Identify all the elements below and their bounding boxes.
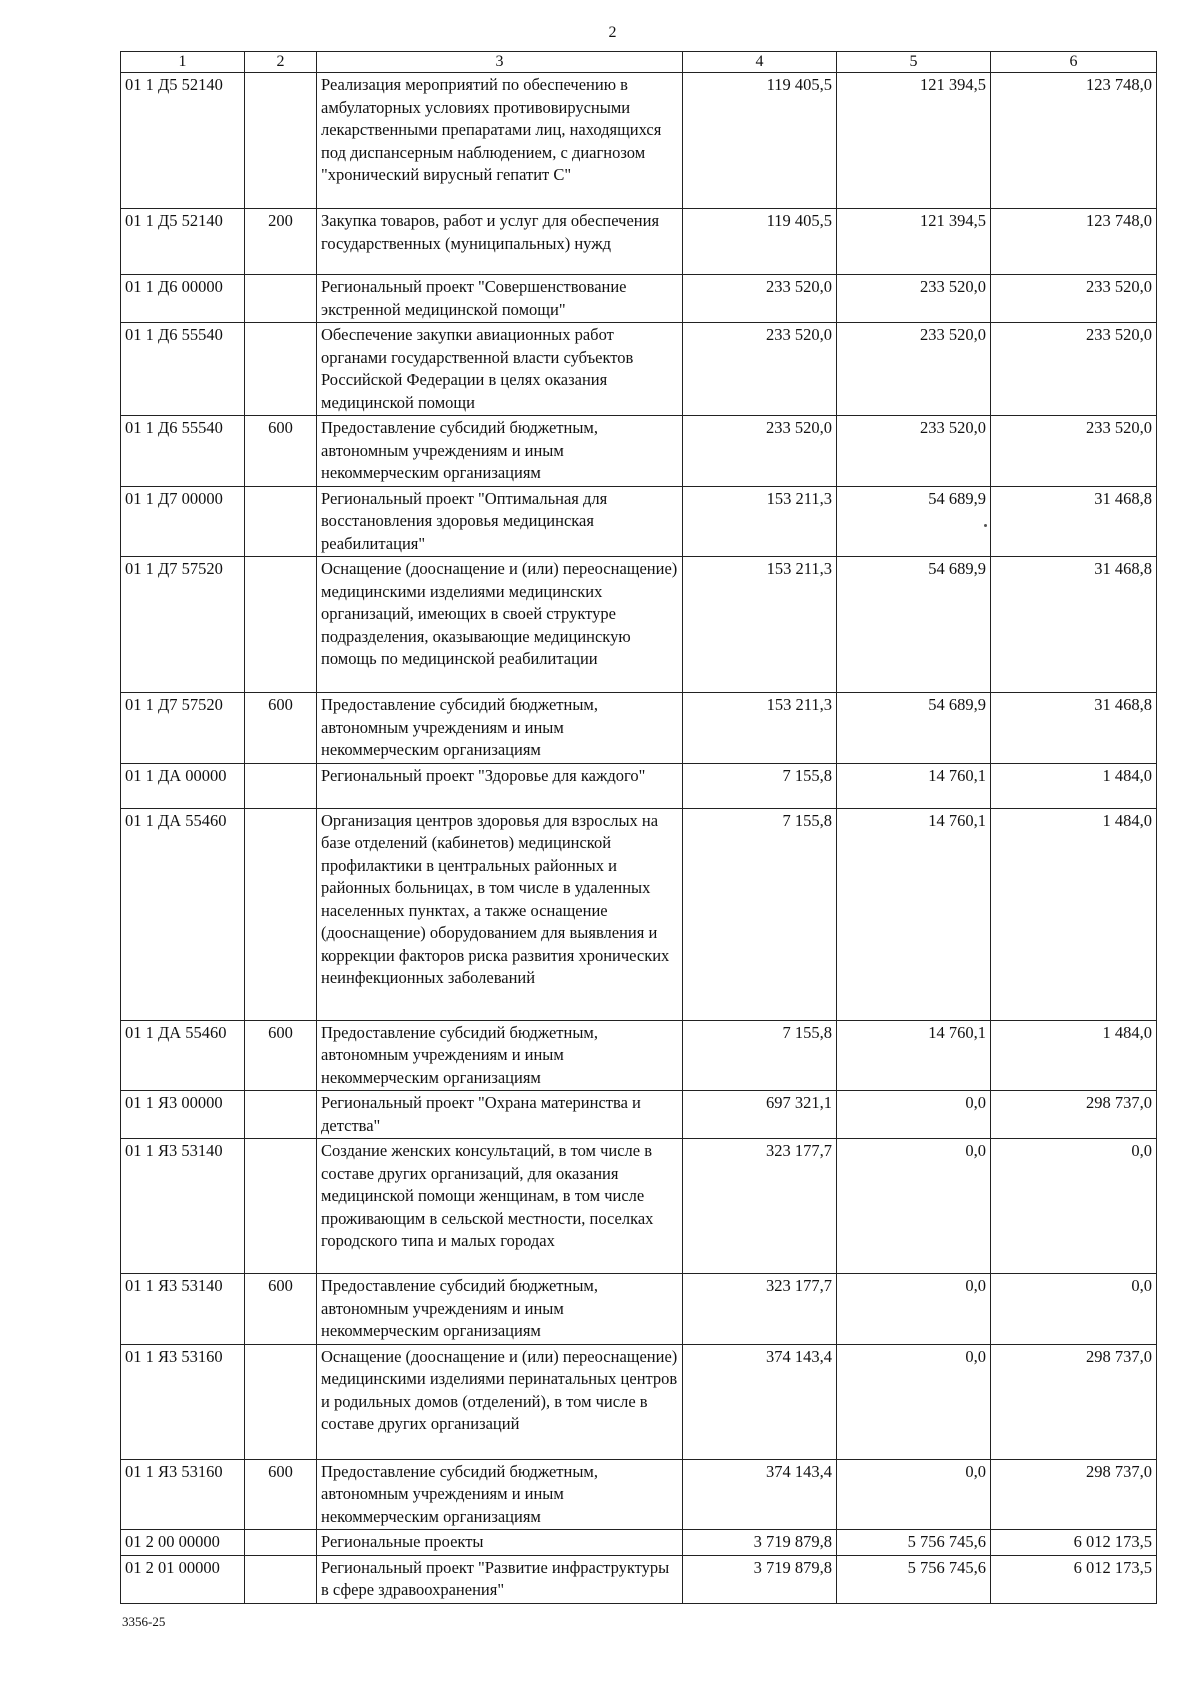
- row-expense-type: [245, 763, 317, 808]
- table-row: [121, 275, 1157, 323]
- row-amount-col-6: 0,0: [991, 1274, 1157, 1345]
- row-name: Региональный проект "Развитие инфраструктуры в сфере здравоохранения": [317, 1555, 683, 1603]
- table-row: [121, 808, 1157, 1020]
- row-code: 01 1 Д6 55540: [121, 416, 245, 487]
- table-row: [121, 693, 1157, 764]
- table-row: [121, 1139, 1157, 1274]
- row-amount-col-4: 323 177,7: [683, 1139, 837, 1274]
- table-row: [121, 557, 1157, 693]
- row-code: 01 1 Д7 57520: [121, 693, 245, 764]
- row-code: 01 1 Я3 53160: [121, 1459, 245, 1530]
- row-code: 01 1 Д5 52140: [121, 73, 245, 209]
- row-name: Закупка товаров, работ и услуг для обеспечения государственных (муниципальных) нужд: [317, 209, 683, 275]
- row-name: Региональный проект "Совершенствование экстренной медицинской помощи": [317, 275, 683, 323]
- row-name: Региональный проект "Оптимальная для восстановления здоровья медицинская реабилитация": [317, 486, 683, 557]
- header-col-2: 2: [245, 52, 317, 73]
- row-amount-col-6: 1 484,0: [991, 763, 1157, 808]
- row-code: 01 1 Я3 53140: [121, 1139, 245, 1274]
- row-amount-col-5: 0,0: [837, 1344, 991, 1459]
- row-amount-col-6: 6 012 173,5: [991, 1555, 1157, 1603]
- row-expense-type: [245, 1344, 317, 1459]
- scan-speck: [984, 524, 987, 527]
- table-row: [121, 1344, 1157, 1459]
- row-amount-col-6: 123 748,0: [991, 209, 1157, 275]
- row-expense-type: [245, 323, 317, 416]
- row-amount-col-5: 0,0: [837, 1139, 991, 1274]
- row-code: 01 1 ДА 00000: [121, 763, 245, 808]
- table-row: [121, 1555, 1157, 1603]
- header-col-1: 1: [121, 52, 245, 73]
- row-name: Предоставление субсидий бюджетным, автономным учреждениям и иным некоммерческим организациям: [317, 1459, 683, 1530]
- row-amount-col-5: 121 394,5: [837, 73, 991, 209]
- row-amount-col-5: 14 760,1: [837, 763, 991, 808]
- table-row: [121, 209, 1157, 275]
- table-row: [121, 416, 1157, 487]
- row-amount-col-5: 0,0: [837, 1459, 991, 1530]
- row-amount-col-5: 14 760,1: [837, 1020, 991, 1091]
- table-header-row: [121, 52, 1157, 73]
- table-row: [121, 1530, 1157, 1556]
- document-code: 3356-25: [122, 1614, 166, 1629]
- row-name: Оснащение (дооснащение и (или) переоснащение) медицинскими изделиями перинатальных центров и родильных домов (отделений), в том числе в составе других организаций: [317, 1344, 683, 1459]
- row-name: Реализация мероприятий по обеспечению в амбулаторных условиях противовирусными лекарственными препаратами лиц, находящихся под диспансерным наблюдением, с диагнозом "хронический вирусный гепатит С": [317, 73, 683, 209]
- row-amount-col-6: 31 468,8: [991, 486, 1157, 557]
- row-expense-type: 600: [245, 1459, 317, 1530]
- row-amount-col-5: 54 689,9: [837, 693, 991, 764]
- row-code: 01 1 Д7 00000: [121, 486, 245, 557]
- row-amount-col-5: 54 689,9: [837, 486, 991, 557]
- row-amount-col-6: 31 468,8: [991, 557, 1157, 693]
- row-amount-col-4: 119 405,5: [683, 73, 837, 209]
- row-name: Предоставление субсидий бюджетным, автономным учреждениям и иным некоммерческим организациям: [317, 693, 683, 764]
- budget-table: [120, 51, 1157, 1604]
- row-amount-col-4: 233 520,0: [683, 323, 837, 416]
- row-code: 01 1 Д6 55540: [121, 323, 245, 416]
- row-name: Предоставление субсидий бюджетным, автономным учреждениям и иным некоммерческим организациям: [317, 416, 683, 487]
- row-expense-type: [245, 1091, 317, 1139]
- row-expense-type: [245, 73, 317, 209]
- row-amount-col-6: 298 737,0: [991, 1459, 1157, 1530]
- row-code: 01 1 Я3 53140: [121, 1274, 245, 1345]
- row-name: Предоставление субсидий бюджетным, автономным учреждениям и иным некоммерческим организациям: [317, 1274, 683, 1345]
- table-row: [121, 1274, 1157, 1345]
- row-code: 01 1 ДА 55460: [121, 808, 245, 1020]
- row-amount-col-4: 153 211,3: [683, 557, 837, 693]
- row-expense-type: [245, 1530, 317, 1556]
- table-row: [121, 1091, 1157, 1139]
- row-code: 01 1 Д6 00000: [121, 275, 245, 323]
- row-code: 01 1 ДА 55460: [121, 1020, 245, 1091]
- row-amount-col-5: 5 756 745,6: [837, 1555, 991, 1603]
- row-amount-col-4: 7 155,8: [683, 1020, 837, 1091]
- row-amount-col-4: 119 405,5: [683, 209, 837, 275]
- header-col-3: 3: [317, 52, 683, 73]
- row-expense-type: 600: [245, 416, 317, 487]
- row-amount-col-5: 121 394,5: [837, 209, 991, 275]
- row-amount-col-5: 233 520,0: [837, 416, 991, 487]
- row-expense-type: 200: [245, 209, 317, 275]
- row-amount-col-4: 3 719 879,8: [683, 1530, 837, 1556]
- row-name: Оснащение (дооснащение и (или) переоснащение) медицинскими изделиями медицинских организаций, имеющих в своей структуре подразделения, оказывающие медицинскую помощь по медицинской реабилитации: [317, 557, 683, 693]
- row-amount-col-5: 54 689,9: [837, 557, 991, 693]
- row-expense-type: [245, 1139, 317, 1274]
- row-amount-col-6: 6 012 173,5: [991, 1530, 1157, 1556]
- row-amount-col-6: 233 520,0: [991, 323, 1157, 416]
- row-amount-col-5: 5 756 745,6: [837, 1530, 991, 1556]
- table-row: [121, 323, 1157, 416]
- row-expense-type: [245, 557, 317, 693]
- row-code: 01 1 Д7 57520: [121, 557, 245, 693]
- row-amount-col-6: 298 737,0: [991, 1344, 1157, 1459]
- row-amount-col-5: 233 520,0: [837, 323, 991, 416]
- row-amount-col-4: 3 719 879,8: [683, 1555, 837, 1603]
- row-code: 01 1 Я3 00000: [121, 1091, 245, 1139]
- row-amount-col-4: 153 211,3: [683, 486, 837, 557]
- row-amount-col-6: 233 520,0: [991, 416, 1157, 487]
- row-expense-type: 600: [245, 1020, 317, 1091]
- header-col-6: 6: [991, 52, 1157, 73]
- row-name: Предоставление субсидий бюджетным, автономным учреждениям и иным некоммерческим организациям: [317, 1020, 683, 1091]
- row-amount-col-4: 233 520,0: [683, 275, 837, 323]
- row-code: 01 2 01 00000: [121, 1555, 245, 1603]
- table-row: [121, 486, 1157, 557]
- row-amount-col-6: 298 737,0: [991, 1091, 1157, 1139]
- row-amount-col-6: 123 748,0: [991, 73, 1157, 209]
- row-amount-col-5: 14 760,1: [837, 808, 991, 1020]
- row-amount-col-5: 0,0: [837, 1091, 991, 1139]
- page-number: 2: [608, 24, 617, 41]
- row-amount-col-4: 697 321,1: [683, 1091, 837, 1139]
- header-col-5: 5: [837, 52, 991, 73]
- row-amount-col-6: 0,0: [991, 1139, 1157, 1274]
- row-amount-col-5: 0,0: [837, 1274, 991, 1345]
- row-expense-type: 600: [245, 1274, 317, 1345]
- row-amount-col-6: 31 468,8: [991, 693, 1157, 764]
- row-expense-type: [245, 808, 317, 1020]
- row-code: 01 1 Я3 53160: [121, 1344, 245, 1459]
- row-amount-col-6: 1 484,0: [991, 808, 1157, 1020]
- row-name: Региональный проект "Здоровье для каждого": [317, 763, 683, 808]
- table-row: [121, 763, 1157, 808]
- row-amount-col-4: 323 177,7: [683, 1274, 837, 1345]
- row-amount-col-4: 7 155,8: [683, 808, 837, 1020]
- row-name: Создание женских консультаций, в том числе в составе других организаций, для оказания медицинской помощи женщинам, в том числе проживающим в сельской местности, поселках городского типа и малых городах: [317, 1139, 683, 1274]
- row-expense-type: [245, 275, 317, 323]
- row-amount-col-4: 374 143,4: [683, 1459, 837, 1530]
- table-row: [121, 1020, 1157, 1091]
- row-expense-type: [245, 486, 317, 557]
- row-amount-col-4: 374 143,4: [683, 1344, 837, 1459]
- row-expense-type: 600: [245, 693, 317, 764]
- row-name: Региональные проекты: [317, 1530, 683, 1556]
- table-row: [121, 1459, 1157, 1530]
- row-amount-col-6: 1 484,0: [991, 1020, 1157, 1091]
- row-name: Региональный проект "Охрана материнства и детства": [317, 1091, 683, 1139]
- row-amount-col-4: 153 211,3: [683, 693, 837, 764]
- row-amount-col-6: 233 520,0: [991, 275, 1157, 323]
- row-name: Обеспечение закупки авиационных работ органами государственной власти субъектов Российской Федерации в целях оказания медицинской помощи: [317, 323, 683, 416]
- row-code: 01 2 00 00000: [121, 1530, 245, 1556]
- row-expense-type: [245, 1555, 317, 1603]
- row-amount-col-5: 233 520,0: [837, 275, 991, 323]
- header-col-4: 4: [683, 52, 837, 73]
- row-name: Организация центров здоровья для взрослых на базе отделений (кабинетов) медицинской профилактики в центральных районных и районных больницах, в том числе в удаленных населенных пунктах, а также оснащение (дооснащение) оборудованием для выявления и коррекции факторов риска развития хронических неинфекционных заболеваний: [317, 808, 683, 1020]
- row-amount-col-4: 7 155,8: [683, 763, 837, 808]
- row-amount-col-4: 233 520,0: [683, 416, 837, 487]
- table-row: [121, 73, 1157, 209]
- row-code: 01 1 Д5 52140: [121, 209, 245, 275]
